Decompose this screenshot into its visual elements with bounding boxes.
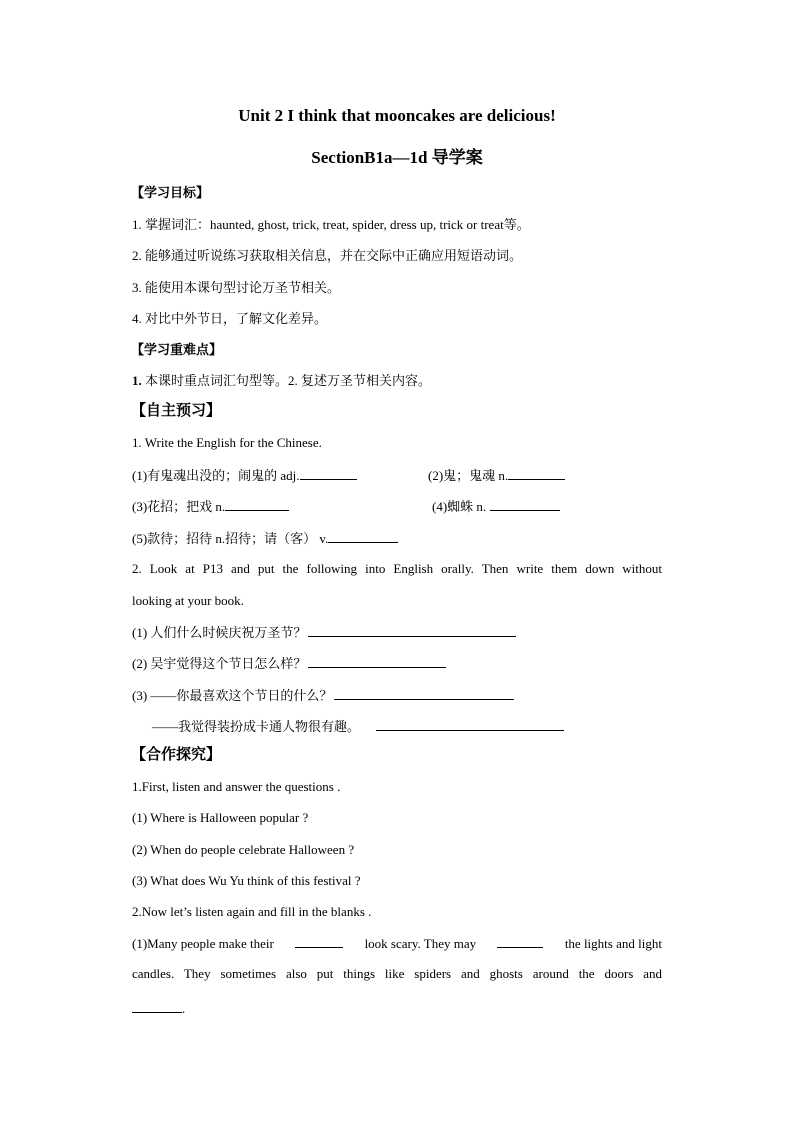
fill-line-2: candles. They sometimes also put things like spiders and ghosts around the doors and xyxy=(132,966,662,981)
preview-question-1: 1. Write the English for the Chinese. xyxy=(132,435,322,450)
answer-blank[interactable] xyxy=(300,467,357,480)
fill-text: look scary. They may xyxy=(364,936,477,951)
answer-blank[interactable] xyxy=(295,935,343,948)
listening-question: (3) What does Wu Yu think of this festival ? xyxy=(132,873,361,888)
vocab-item xyxy=(432,498,560,515)
listening-question: (1) Where is Halloween popular ? xyxy=(132,810,309,825)
vocab-prompt: (4)蜘蛛 n. xyxy=(432,499,487,514)
vocab-prompt: (3)花招；把戏 n. xyxy=(132,499,226,514)
answer-blank[interactable] xyxy=(328,530,398,543)
fill-line-1 xyxy=(132,935,662,952)
answer-blank[interactable] xyxy=(334,687,514,700)
keypoints-heading: 【学习重难点】 xyxy=(131,342,223,357)
answer-blank[interactable] xyxy=(132,1000,182,1013)
objectives-heading: 【学习目标】 xyxy=(131,185,210,200)
vocab-item xyxy=(428,467,565,484)
objective-item: 3. 能使用本课句型讨论万圣节相关。 xyxy=(132,280,341,295)
vocab-prompt: (2)鬼；鬼魂 n. xyxy=(428,468,509,483)
objective-item: 4. 对比中外节日，了解文化差异。 xyxy=(132,311,328,326)
page-title: Unit 2 I think that mooncakes are delicious! xyxy=(238,106,556,125)
vocab-item xyxy=(132,498,289,515)
coop-task-2: 2.Now let’s listen again and fill in the blanks . xyxy=(132,904,372,919)
vocab-item xyxy=(132,467,357,484)
keypoints-number: 1. xyxy=(132,373,142,388)
preview-heading: 【自主预习】 xyxy=(131,403,222,419)
translation-item xyxy=(132,624,516,641)
translation-item xyxy=(132,687,514,704)
answer-blank[interactable] xyxy=(497,935,543,948)
vocab-prompt: (1)有鬼魂出没的；闹鬼的 adj. xyxy=(132,468,300,483)
answer-blank[interactable] xyxy=(508,467,565,480)
fill-text: . xyxy=(182,1001,186,1016)
vocab-item xyxy=(132,530,398,547)
translation-prompt: (2) 吴宇觉得这个节日怎么样？ xyxy=(132,656,307,671)
preview-question-2-cont: looking at your book. xyxy=(132,593,244,608)
fill-text: (1)Many people make their xyxy=(132,936,274,951)
objective-item: 2. 能够通过听说练习获取相关信息，并在交际中正确应用短语动词。 xyxy=(132,248,523,263)
listening-question: (2) When do people celebrate Halloween ? xyxy=(132,842,355,857)
answer-blank[interactable] xyxy=(308,624,516,637)
fill-text: the lights and light xyxy=(564,936,662,951)
answer-blank[interactable] xyxy=(490,498,560,511)
keypoints-text xyxy=(132,373,431,389)
answer-blank[interactable] xyxy=(225,498,289,511)
answer-blank[interactable] xyxy=(376,718,564,731)
page-subtitle: SectionB1a—1d 导学案 xyxy=(311,148,483,167)
coop-task-1: 1.First, listen and answer the questions . xyxy=(132,779,341,794)
answer-blank[interactable] xyxy=(308,655,446,668)
translation-item xyxy=(152,718,564,735)
translation-item xyxy=(132,655,446,672)
fill-line-3 xyxy=(132,1000,185,1017)
vocab-prompt: (5)款待；招待 n.招待；请（客） v. xyxy=(132,531,329,546)
translation-prompt: (1) 人们什么时候庆祝万圣节？ xyxy=(132,625,307,640)
coop-heading: 【合作探究】 xyxy=(131,747,222,763)
translation-prompt: ——我觉得装扮成卡通人物很有趣。 xyxy=(152,719,361,734)
translation-prompt: (3) ——你最喜欢这个节日的什么？ xyxy=(132,688,333,703)
keypoints-body: 本课时重点词汇句型等。2. 复述万圣节相关内容。 xyxy=(141,373,432,388)
objective-item: 1. 掌握词汇：haunted, ghost, trick, treat, spider, dress up, trick or treat等。 xyxy=(132,217,530,232)
preview-question-2: 2. Look at P13 and put the following into English orally. Then write them down without xyxy=(132,561,662,576)
